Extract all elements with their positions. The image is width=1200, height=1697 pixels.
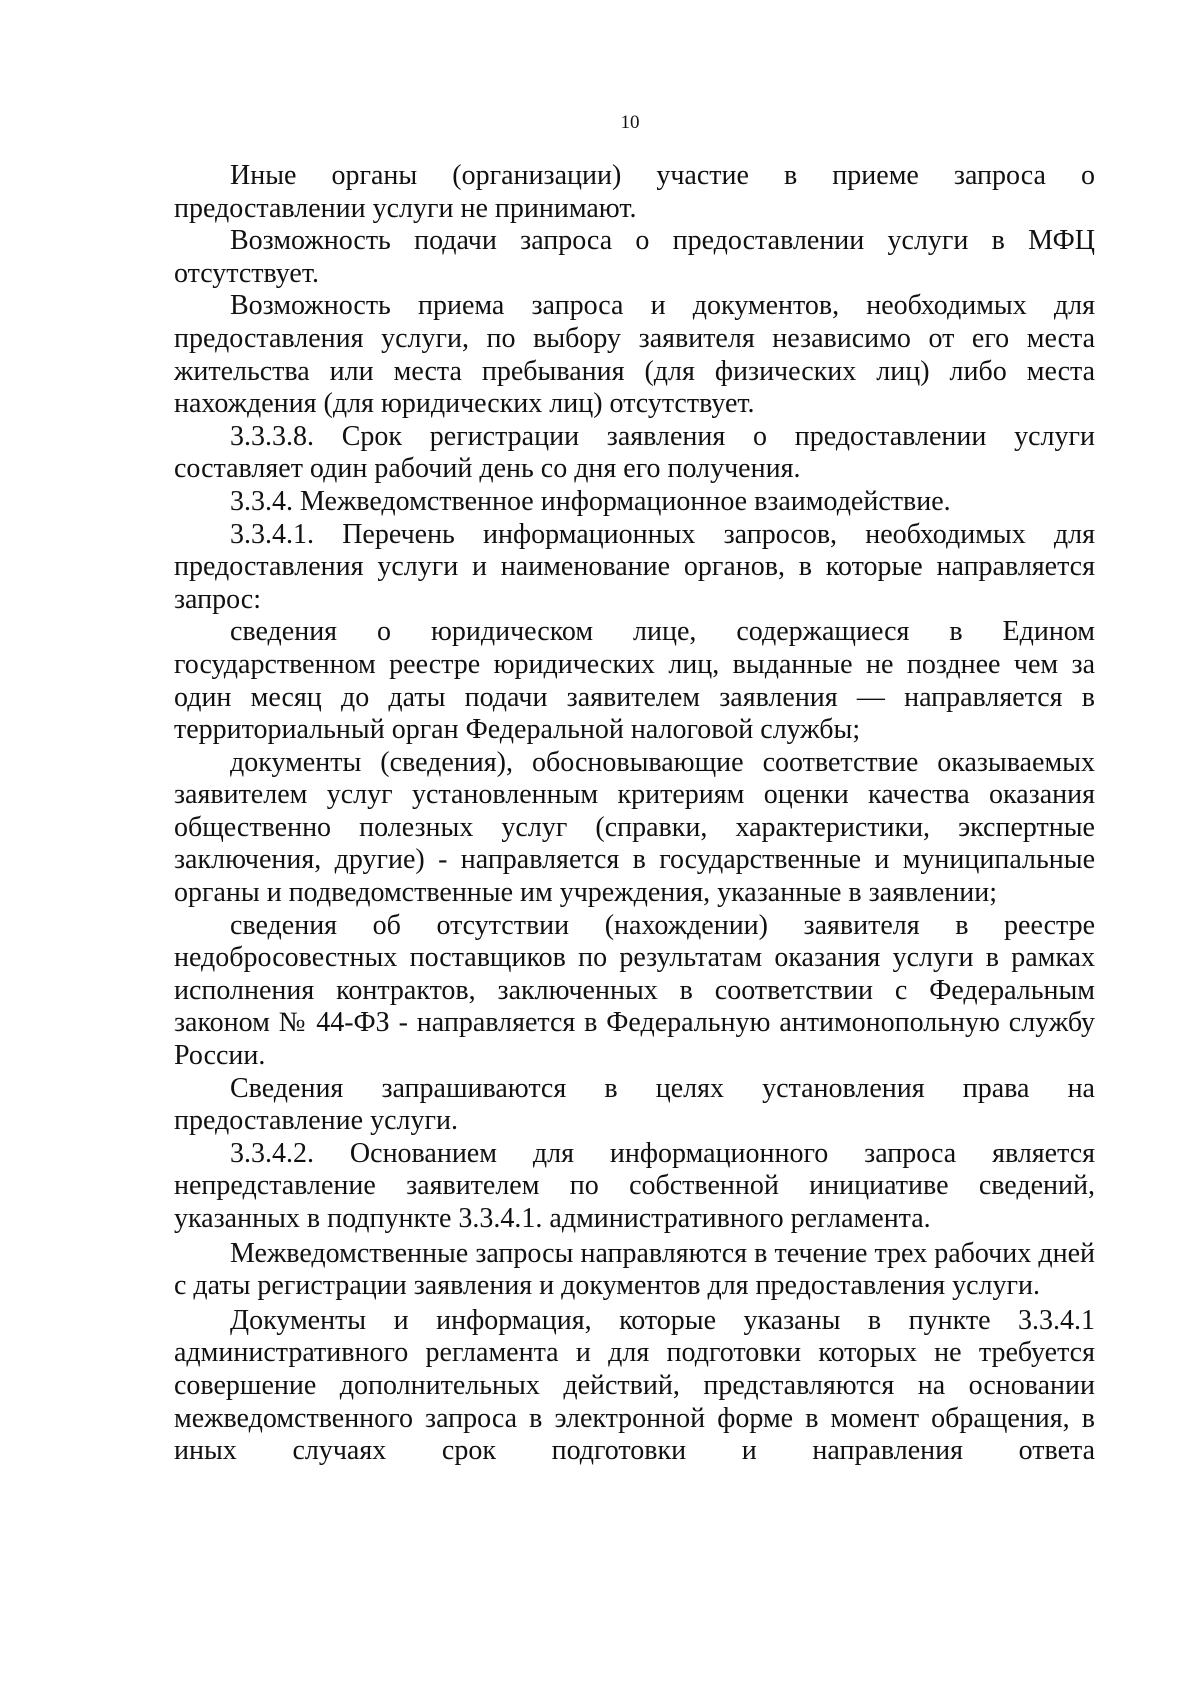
paragraph-registration-term: 3.3.3.8. Срок регистрации заявления о предоставлении услуги составляет один рабочий день со дня его получения. bbox=[174, 420, 1095, 485]
list-item-supplier-registry: сведения об отсутствии (нахождении) заявителя в реестре недобросовестных поставщиков по результатам оказания услуги в рамках исполнения контрактов, заключенных в соответствии с Федеральным законом № 44-ФЗ - направляется в Федеральную антимонопольную службу России. bbox=[174, 909, 1095, 1072]
paragraph-request-timing: Межведомственные запросы направляются в течение трех рабочих дней с даты регистрации заявления и документов для предоставления услуги. bbox=[174, 1237, 1095, 1302]
paragraph-electronic-response: Документы и информация, которые указаны в пункте 3.3.4.1 административного регламента и для подготовки которых не требуется совершение дополнительных действий, представляются на основании межведомственного запроса в электронной форме в момент обращения, в иных случаях срок подготовки и направления ответа bbox=[174, 1304, 1095, 1467]
page-number: 10 bbox=[620, 112, 640, 133]
list-item-quality-documents: документы (сведения), обосновывающие соответствие оказываемых заявителем услуг установленным критериям оценки качества оказания общественно полезных услуг (справки, характеристики, экспертные заключения, другие) - направляется в государственные и муниципальные органы и подведомственные им учреждения, указанные в заявлении; bbox=[174, 746, 1095, 909]
paragraph-request-basis: 3.3.4.2. Основанием для информационного запроса является непредставление заявителем по собственной инициативе сведений, указанных в подпункте 3.3.4.1. административного регламента. bbox=[174, 1137, 1095, 1234]
paragraph-mfc-submission: Возможность подачи запроса о предоставлении услуги в МФЦ отсутствует. bbox=[174, 225, 1095, 289]
document-body bbox=[174, 160, 1095, 1468]
paragraph-extraterritorial: Возможность приема запроса и документов, необходимых для предоставления услуги, по выбору заявителя независимо от его места жительства или места пребывания (для физических лиц) либо места нахождения (для юридических лиц) отсутствует. bbox=[174, 290, 1095, 420]
list-item-egrul: сведения о юридическом лице, содержащиеся в Едином государственном реестре юридических лиц, выданные не позднее чем за один месяц до даты подачи заявителем заявления — направляется в территориальный орган Федеральной налоговой службы; bbox=[174, 616, 1095, 746]
section-heading-interagency: 3.3.4. Межведомственное информационное взаимодействие. bbox=[230, 485, 951, 517]
paragraph-request-list: 3.3.4.1. Перечень информационных запросов, необходимых для предоставления услуги и наименование органов, в которые направляется запрос: bbox=[174, 518, 1095, 615]
paragraph-request-purpose: Сведения запрашиваются в целях установления права на предоставление услуги. bbox=[174, 1072, 1095, 1137]
paragraph-other-bodies: Иные органы (организации) участие в приеме запроса о предоставлении услуги не принимают. bbox=[174, 160, 1095, 224]
